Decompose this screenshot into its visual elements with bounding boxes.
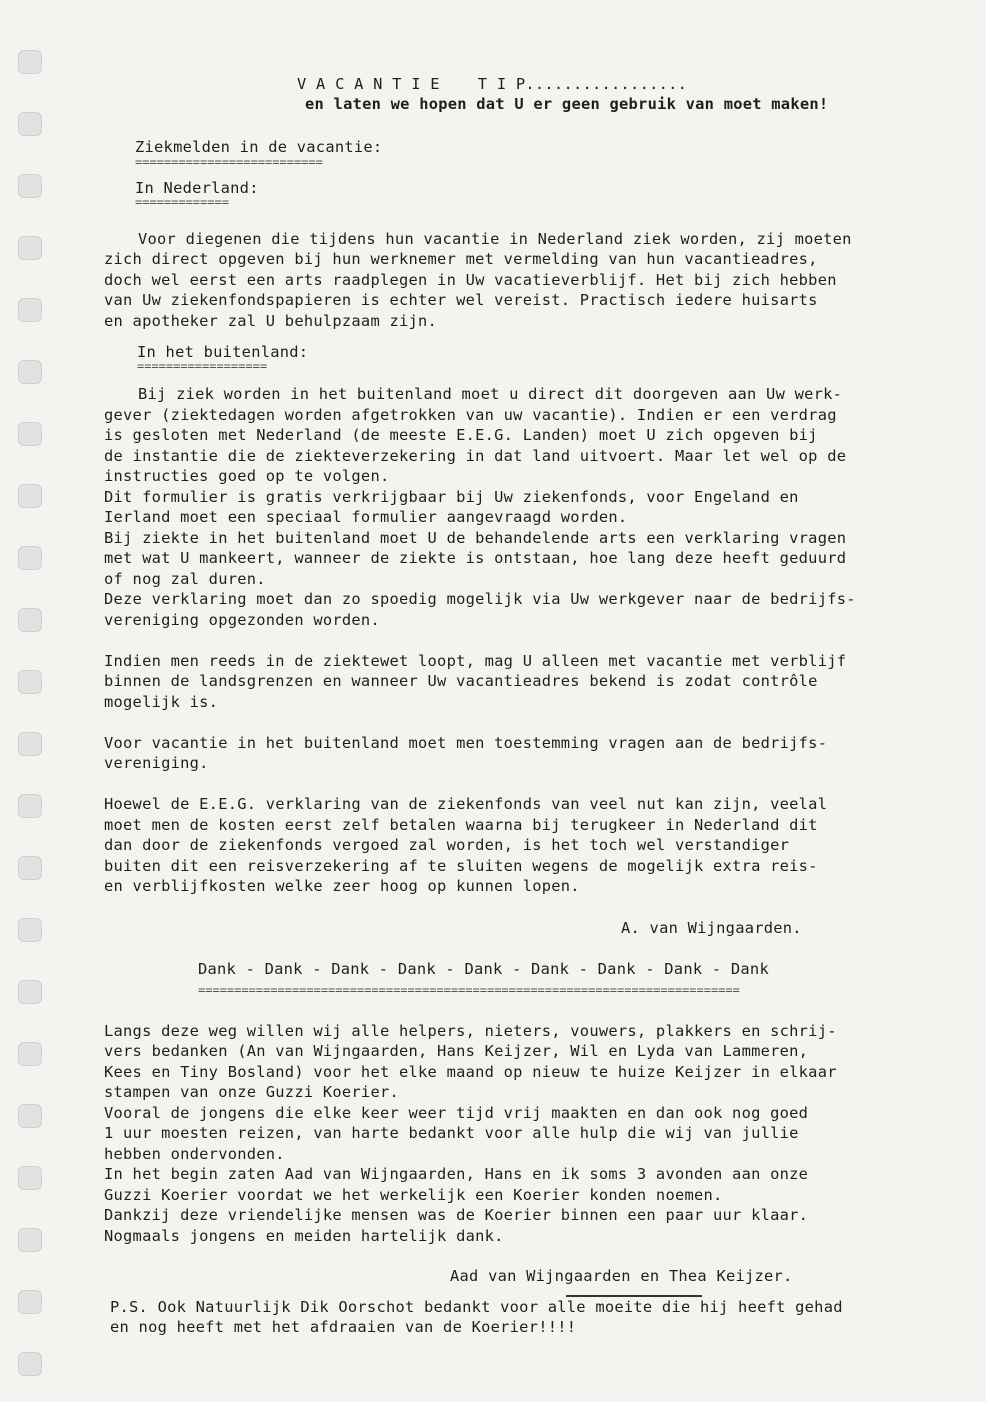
section-heading: Dank - Dank - Dank - Dank - Dank - Dank - Dank - Dank - Dank (198, 960, 769, 978)
underline-rule: ========================== (135, 155, 323, 169)
page-subtitle: en laten we hopen dat U er geen gebruik van moet maken! (305, 95, 829, 113)
text-line: vereniging opgezonden worden. (104, 611, 380, 629)
binder-hole (18, 1042, 42, 1066)
binder-hole (18, 360, 42, 384)
binder-hole (18, 1352, 42, 1376)
text-line: binnen de landsgrenzen en wanneer Uw vacantieadres bekend is zodat contrôle (104, 672, 818, 690)
text-line: Bij ziek worden in het buitenland moet u direct dit doorgeven aan Uw werk- (138, 385, 843, 403)
text-line: vereniging. (104, 754, 209, 772)
binder-hole (18, 918, 42, 942)
text-line: Ierland moet een speciaal formulier aangevraagd worden. (104, 508, 628, 526)
text-line: Hoewel de E.E.G. verklaring van de ziekenfonds van veel nut kan zijn, veelal (104, 795, 828, 813)
binder-hole (18, 50, 42, 74)
page-title: V A C A N T I E T I P................. (297, 75, 688, 93)
subsection-heading: In het buitenland: (137, 343, 309, 361)
underline-rule: ============= (135, 195, 229, 209)
text-line: Deze verklaring moet dan zo spoedig mogelijk via Uw werkgever naar de bedrijfs- (104, 590, 856, 608)
text-line: gever (ziektedagen worden afgetrokken van uw vacantie). Indien er een verdrag (104, 406, 837, 424)
binder-hole (18, 1104, 42, 1128)
text-line: instructies goed op te volgen. (104, 467, 390, 485)
binder-hole (18, 174, 42, 198)
binder-hole (18, 1166, 42, 1190)
text-line: en verblijfkosten welke zeer hoog op kunnen lopen. (104, 877, 580, 895)
text-line: de instantie die de ziekteverzekering in dat land uitvoert. Maar let wel op de (104, 447, 847, 465)
text-line: van Uw ziekenfondspapieren is echter wel vereist. Practisch iedere huisarts (104, 291, 818, 309)
text-line: doch wel eerst een arts raadplegen in Uw vacatieverblijf. Het bij zich hebben (104, 271, 837, 289)
subsection-heading: In Nederland: (135, 179, 259, 197)
text-line: Voor diegenen die tijdens hun vacantie in Nederland ziek worden, zij moeten (138, 230, 852, 248)
text-line: moet men de kosten eerst zelf betalen waarna bij terugkeer in Nederland dit (104, 816, 818, 834)
text-line: buiten dit een reisverzekering af te sluiten wegens de mogelijk extra reis- (104, 857, 818, 875)
text-line: of nog zal duren. (104, 570, 266, 588)
text-line: vers bedanken (An van Wijngaarden, Hans Keijzer, Wil en Lyda van Lammeren, (104, 1042, 809, 1060)
text-line: Kees en Tiny Bosland) voor het elke maand op nieuw te huize Keijzer in elkaar (104, 1063, 837, 1081)
text-line: is gesloten met Nederland (de meeste E.E.G. Landen) moet U zich opgeven bij (104, 426, 818, 444)
text-line: In het begin zaten Aad van Wijngaarden, Hans en ik soms 3 avonden aan onze (104, 1165, 809, 1183)
binder-hole (18, 1290, 42, 1314)
text-line: Nogmaals jongens en meiden hartelijk dank. (104, 1227, 504, 1245)
binder-hole (18, 236, 42, 260)
postscript-line: en nog heeft met het afdraaien van de Koerier!!!! (110, 1318, 577, 1336)
binder-hole (18, 484, 42, 508)
text-line: Langs deze weg willen wij alle helpers, nieters, vouwers, plakkers en schrij- (104, 1022, 837, 1040)
underline-rule: ================== (137, 359, 268, 373)
text-line: Vooral de jongens die elke keer weer tijd vrij maakten en dan ook nog goed (104, 1104, 809, 1122)
binder-hole (18, 856, 42, 880)
binder-hole (18, 422, 42, 446)
text-line: en apotheker zal U behulpzaam zijn. (104, 312, 438, 330)
text-line: stampen van onze Guzzi Koerier. (104, 1083, 399, 1101)
text-line: met wat U mankeert, wanneer de ziekte is ontstaan, hoe lang deze heeft geduurd (104, 549, 847, 567)
binder-hole (18, 670, 42, 694)
text-line: zich direct opgeven bij hun werknemer met vermelding van hun vacantieadres, (104, 250, 818, 268)
section-heading: Ziekmelden in de vacantie: (135, 138, 383, 156)
text-line: Indien men reeds in de ziektewet loopt, mag U alleen met vacantie met verblijf (104, 652, 847, 670)
text-line: 1 uur moesten reizen, van harte bedankt voor alle hulp die wij van jullie (104, 1124, 799, 1142)
text-line: Dankzij deze vriendelijke mensen was de Koerier binnen een paar uur klaar. (104, 1206, 809, 1224)
text-line: Guzzi Koerier voordat we het werkelijk een Koerier konden noemen. (104, 1186, 723, 1204)
postscript-line: P.S. Ook Natuurlijk Dik Oorschot bedankt voor alle moeite die hij heeft gehad (110, 1298, 843, 1316)
binder-hole (18, 608, 42, 632)
signature: Aad van Wijngaarden en Thea Keijzer. (450, 1267, 793, 1285)
binder-hole (18, 794, 42, 818)
binder-hole (18, 732, 42, 756)
binder-hole (18, 546, 42, 570)
binder-hole (18, 298, 42, 322)
text-line: Dit formulier is gratis verkrijgbaar bij Uw ziekenfonds, voor Engeland en (104, 488, 799, 506)
text-line: dan door de ziekenfonds vergoed zal worden, is het toch wel verstandiger (104, 836, 790, 854)
text-line: mogelijk is. (104, 693, 219, 711)
binder-hole (18, 980, 42, 1004)
text-line: Bij ziekte in het buitenland moet U de behandelende arts een verklaring vragen (104, 529, 847, 547)
text-line: hebben ondervonden. (104, 1145, 285, 1163)
underline-rule: =========================================================================== (198, 983, 740, 997)
text-line: Voor vacantie in het buitenland moet men toestemming vragen aan de bedrijfs- (104, 734, 828, 752)
signature: A. van Wijngaarden. (621, 919, 802, 937)
binder-hole (18, 112, 42, 136)
binder-hole (18, 1228, 42, 1252)
